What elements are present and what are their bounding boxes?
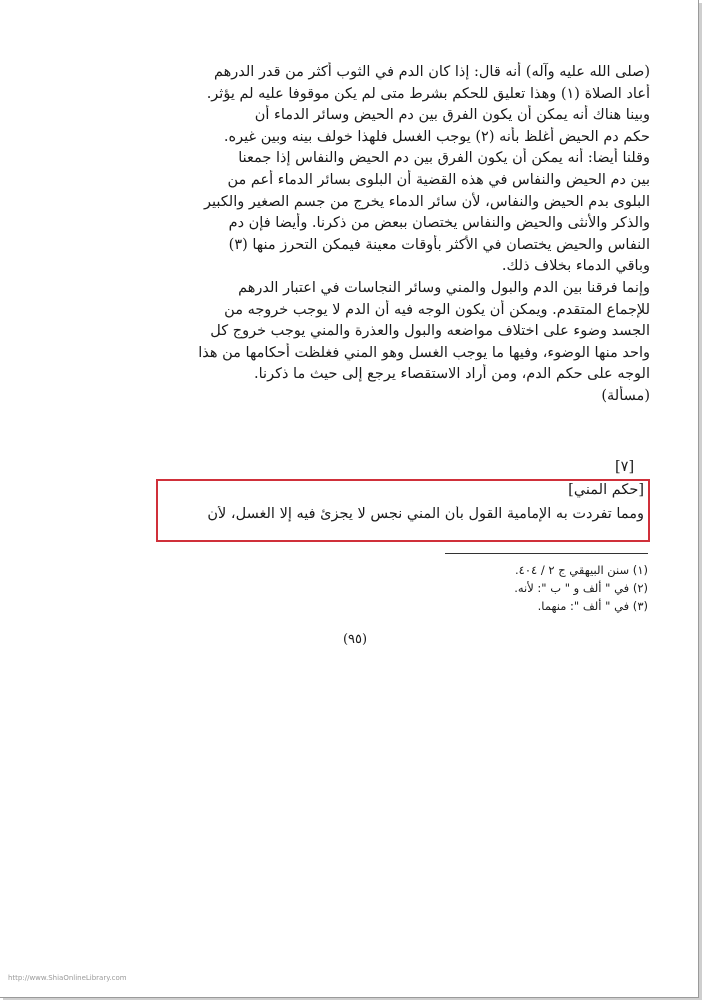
page-number: (٩٥) [342, 632, 368, 647]
text-line: (صلى الله عليه وآله) أنه قال: إذا كان الدم في الثوب أكثر من قدر الدرهم [213, 64, 650, 80]
footnote-1: (١) سنن البيهقي ج ٢ / ٤٠٤. [515, 563, 648, 577]
text-line: والذكر والأنثى والحيض والنفاس يختصان ببعض من ذكرنا. وأيضا فإن دم [228, 215, 650, 232]
section-text: ومما تفردت به الإمامية القول بأن المني نجس لا يجزئ فيه إلا الغسل، لأن [207, 506, 644, 522]
footnote-3: (٣) في " ألف ": منهما. [537, 599, 648, 613]
text-line: وباقي الدماء بخلاف ذلك. [501, 258, 650, 275]
text-line: للإجماع المتقدم. ويمكن أن يكون الوجه فيه أن الدم لا يوجب خروجه من [224, 301, 650, 318]
footnote-2: (٢) في " ألف و " ب ": لأنه. [514, 581, 648, 595]
section-heading-masala: (مسألة) [601, 387, 650, 404]
text-line: حكم دم الحيض أغلظ بأنه (٢) يوجب الغسل فلهذا خولف بينه وبين غيره. [223, 128, 650, 145]
watermark-url: http://www.ShiaOnlineLibrary.com [8, 974, 127, 982]
text-line: وبينا هناك أنه يمكن أن يكون الفرق بين دم الحيض وسائر الدماء أن [254, 107, 650, 124]
text-line: وإنما فرقنا بين الدم والبول والمني وسائر النجاسات في اعتبار الدرهم [238, 279, 650, 296]
section-number: [٧] [615, 459, 635, 475]
text-line: الجسد وضوء على اختلاف مواضعه والبول والعذرة والمني يوجب خروج كل [210, 323, 650, 340]
footnote-divider [445, 553, 648, 554]
body-text [132, 62, 650, 408]
text-line: البلوى بدم الحيض والنفاس، لأن سائر الدماء يخرج من جسم الصغير والكبير [204, 193, 650, 210]
text-line: أعاد الصلاة (١) وهذا تعليق للحكم بشرط متى لم يكن موقوفا عليه لم يؤثر. [206, 85, 650, 102]
section-title: [حكم المني] [568, 482, 644, 498]
text-line: وقلنا أيضا: أنه يمكن أن يكون الفرق بين دم الحيض والنفاس إذا جمعنا [238, 150, 650, 167]
text-line: واحد منها الوضوء، وفيها ما يوجب الغسل وهو المني فغلظت أحكامها من هذا [198, 344, 650, 361]
text-line: بين دم الحيض والنفاس في هذه القضية أن البلوى بسائر الدماء أعم من [227, 171, 650, 188]
text-line: الوجه على حكم الدم، ومن أراد الاستقصاء يرجع إلى حيث ما ذكرنا. [254, 366, 650, 383]
text-line: النفاس والحيض يختصان في الأكثر بأوقات معينة فيمكن التحرز منها (٣) [228, 236, 650, 253]
footnotes [360, 561, 648, 615]
